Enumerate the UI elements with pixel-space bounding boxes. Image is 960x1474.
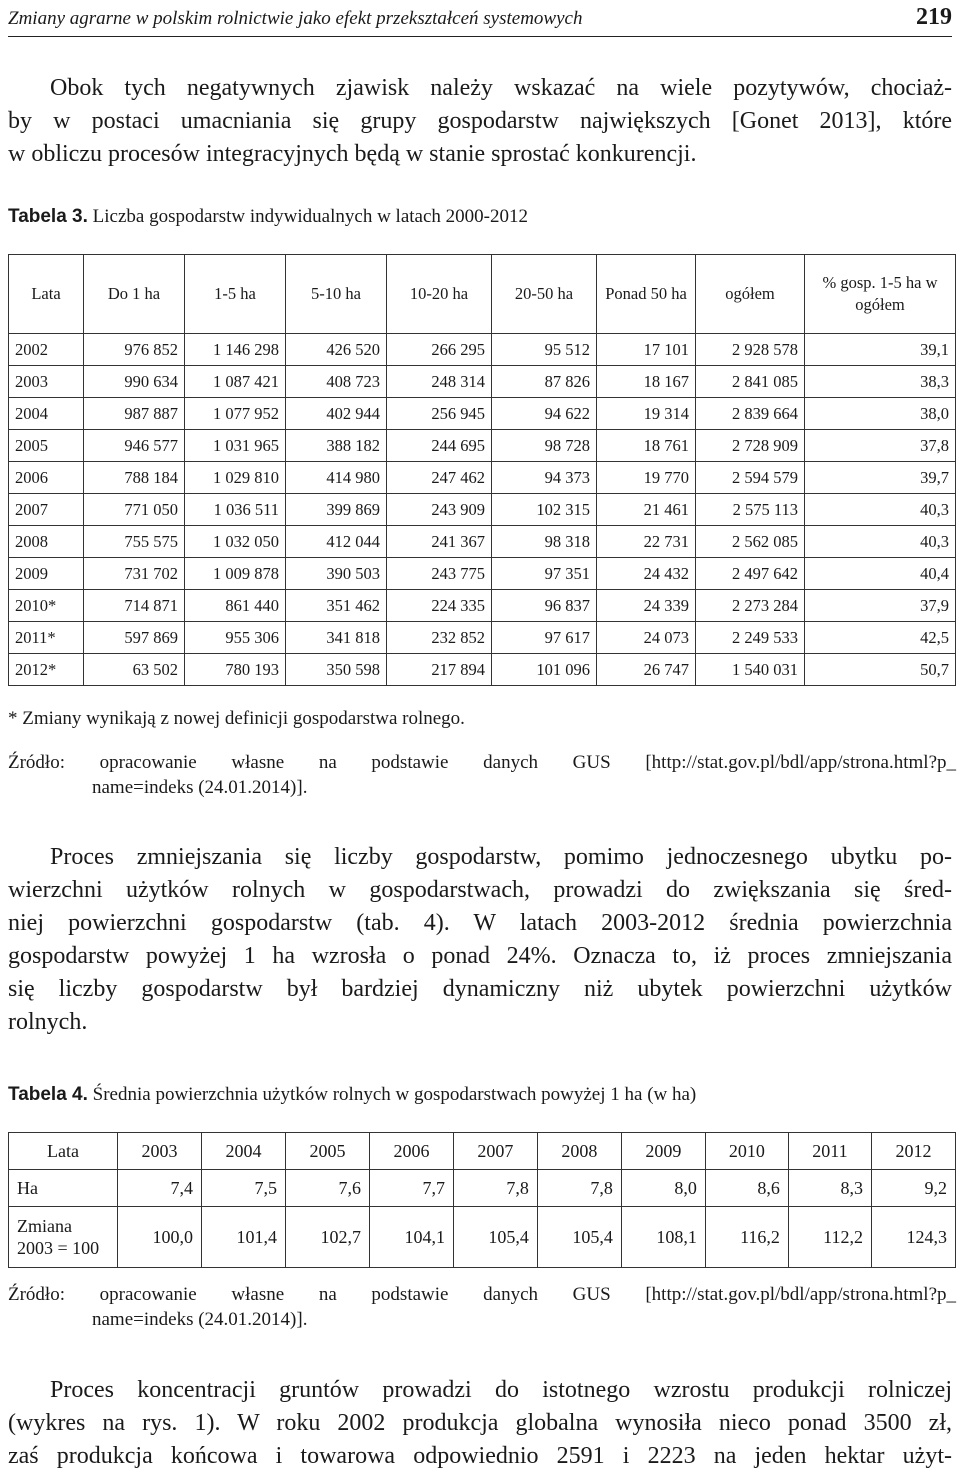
- table-cell: 2 497 642: [696, 558, 805, 590]
- paragraph-line: niej powierzchni gospodarstw (tab. 4). W latach 2003-2012 średnia powierzchnia: [8, 910, 952, 936]
- table4-label: Tabela 4.: [8, 1084, 88, 1105]
- table-cell: 40,3: [805, 526, 956, 558]
- table4-header-cell: Lata: [9, 1133, 118, 1170]
- paragraph-line: rolnych.: [8, 1009, 88, 1035]
- paragraph-line: (wykres na rys. 1). W roku 2002 produkcja globalna wynosiła nieco ponad 3500 zł,: [8, 1410, 952, 1436]
- table-row: [9, 494, 956, 526]
- table-cell: 1 077 952: [185, 398, 286, 430]
- table-cell: 18 167: [597, 366, 696, 398]
- year-header-cell: 2004: [201, 1133, 285, 1170]
- table4-source: [8, 1282, 956, 1332]
- table-cell: 42,5: [805, 622, 956, 654]
- row-label-line: 2003 = 100: [17, 1238, 100, 1258]
- table-cell: 788 184: [84, 462, 185, 494]
- table3-header-cell: 10-20 ha: [387, 255, 492, 334]
- table-cell: 101,4: [201, 1207, 285, 1268]
- table-cell: 1 087 421: [185, 366, 286, 398]
- table-cell: 116,2: [705, 1207, 788, 1268]
- table-cell: 390 503: [286, 558, 387, 590]
- table3-header-row: [9, 255, 956, 334]
- table4-caption: [8, 1084, 696, 1106]
- table-row: [9, 398, 956, 430]
- table-cell: 771 050: [84, 494, 185, 526]
- table3-caption-text: Liczba gospodarstw indywidualnych w latach 2000-2012: [87, 206, 528, 227]
- year-header-cell: 2009: [621, 1133, 705, 1170]
- table-cell: 1 029 810: [185, 462, 286, 494]
- table4-row-ha: [9, 1170, 956, 1207]
- year-header-cell: 2003: [118, 1133, 202, 1170]
- table-cell: 39,1: [805, 334, 956, 366]
- table-cell: 37,9: [805, 590, 956, 622]
- table-cell: 2 839 664: [696, 398, 805, 430]
- year-header-cell: 2011: [788, 1133, 871, 1170]
- table-cell: 7,8: [537, 1170, 621, 1207]
- table-cell: 2 594 579: [696, 462, 805, 494]
- table-cell: 256 945: [387, 398, 492, 430]
- table4: [8, 1132, 956, 1268]
- table-cell: 2 562 085: [696, 526, 805, 558]
- table-cell: 24 073: [597, 622, 696, 654]
- running-header: [8, 4, 952, 37]
- table3-header-cell: Ponad 50 ha: [597, 255, 696, 334]
- table3-header-cell: ogółem: [696, 255, 805, 334]
- table-cell: 21 461: [597, 494, 696, 526]
- table3: [8, 254, 956, 686]
- source-line: Źródło: opracowanie własne na podstawie danych GUS [http://stat.gov.pl/bdl/app/strona.html?p_: [8, 1284, 956, 1305]
- table-cell: 861 440: [185, 590, 286, 622]
- table-cell: 98 728: [492, 430, 597, 462]
- table-cell: 266 295: [387, 334, 492, 366]
- table3-footnote: * Zmiany wynikają z nowej definicji gospodarstwa rolnego.: [8, 708, 465, 729]
- table-cell: 98 318: [492, 526, 597, 558]
- table-cell: 39,7: [805, 462, 956, 494]
- table-cell: 2 575 113: [696, 494, 805, 526]
- table-cell: 224 335: [387, 590, 492, 622]
- table-cell: 40,3: [805, 494, 956, 526]
- table-cell: 24 339: [597, 590, 696, 622]
- table-cell: 241 367: [387, 526, 492, 558]
- table-cell: 1 036 511: [185, 494, 286, 526]
- table-cell: 243 775: [387, 558, 492, 590]
- table4-header-row: [9, 1133, 956, 1170]
- table-cell: 8,6: [705, 1170, 788, 1207]
- table4-row-label: Ha: [9, 1170, 118, 1207]
- table-cell: 714 871: [84, 590, 185, 622]
- table-cell: 37,8: [805, 430, 956, 462]
- table-cell: 17 101: [597, 334, 696, 366]
- table3-header-cell: 5-10 ha: [286, 255, 387, 334]
- table-cell: 408 723: [286, 366, 387, 398]
- table-cell: 38,0: [805, 398, 956, 430]
- page-number: 219: [916, 4, 952, 30]
- table-cell: 780 193: [185, 654, 286, 686]
- table-cell: 350 598: [286, 654, 387, 686]
- paragraph-line: gospodarstw powyżej 1 ha wzrosła o ponad 24%. Oznacza to, iż proces zmniejszania: [8, 943, 952, 969]
- table-row: [9, 462, 956, 494]
- year-cell: 2006: [9, 462, 84, 494]
- table-cell: 402 944: [286, 398, 387, 430]
- table-cell: 341 818: [286, 622, 387, 654]
- source-line: name=indeks (24.01.2014)].: [92, 777, 308, 798]
- paragraph-line: zaś produkcja końcowa i towarowa odpowiednio 2591 i 2223 na jeden hektar użyt-: [8, 1443, 952, 1469]
- table-cell: 597 869: [84, 622, 185, 654]
- table-cell: 388 182: [286, 430, 387, 462]
- table-row: [9, 622, 956, 654]
- table-cell: 987 887: [84, 398, 185, 430]
- table4-row-label: [9, 1207, 118, 1268]
- table-cell: 97 351: [492, 558, 597, 590]
- table-row: [9, 558, 956, 590]
- year-cell: 2005: [9, 430, 84, 462]
- table-cell: 7,4: [118, 1170, 202, 1207]
- table-cell: 87 826: [492, 366, 597, 398]
- table-cell: 217 894: [387, 654, 492, 686]
- table-cell: 755 575: [84, 526, 185, 558]
- table-row: [9, 334, 956, 366]
- table-cell: 7,7: [369, 1170, 453, 1207]
- table-cell: 50,7: [805, 654, 956, 686]
- table-row: [9, 654, 956, 686]
- paragraph-intro: [8, 72, 952, 171]
- table-cell: 414 980: [286, 462, 387, 494]
- year-cell: 2004: [9, 398, 84, 430]
- table-cell: 2 273 284: [696, 590, 805, 622]
- table-cell: 232 852: [387, 622, 492, 654]
- table-cell: 2 728 909: [696, 430, 805, 462]
- table-cell: 94 373: [492, 462, 597, 494]
- table-cell: 94 622: [492, 398, 597, 430]
- table-cell: 351 462: [286, 590, 387, 622]
- table-cell: 731 702: [84, 558, 185, 590]
- table-cell: 946 577: [84, 430, 185, 462]
- table-cell: 990 634: [84, 366, 185, 398]
- year-cell: 2012*: [9, 654, 84, 686]
- table-cell: 1 031 965: [185, 430, 286, 462]
- table3-header-cell: 20-50 ha: [492, 255, 597, 334]
- paragraph-closing: [8, 1374, 952, 1473]
- table-cell: 102,7: [285, 1207, 369, 1268]
- table-cell: 105,4: [537, 1207, 621, 1268]
- table-cell: 97 617: [492, 622, 597, 654]
- table-cell: 1 009 878: [185, 558, 286, 590]
- table-row: [9, 366, 956, 398]
- table3-caption: [8, 206, 528, 228]
- table-cell: 38,3: [805, 366, 956, 398]
- table-row: [9, 526, 956, 558]
- table-cell: 1 146 298: [185, 334, 286, 366]
- paragraph-line: Obok tych negatywnych zjawisk należy wskazać na wiele pozytywów, chociaż-: [50, 75, 952, 101]
- year-header-cell: 2006: [369, 1133, 453, 1170]
- table-cell: 1 540 031: [696, 654, 805, 686]
- table-cell: 96 837: [492, 590, 597, 622]
- running-title: Zmiany agrarne w polskim rolnictwie jako efekt przekształceń systemowych: [8, 8, 583, 29]
- table-cell: 7,5: [201, 1170, 285, 1207]
- table-cell: 8,3: [788, 1170, 871, 1207]
- paragraph-line: Proces koncentracji gruntów prowadzi do istotnego wzrostu produkcji rolniczej: [50, 1377, 952, 1403]
- table3-header-cell: Do 1 ha: [84, 255, 185, 334]
- table-cell: 2 928 578: [696, 334, 805, 366]
- paragraph-middle: [8, 841, 952, 1039]
- table-cell: 100,0: [118, 1207, 202, 1268]
- paragraph-line: w obliczu procesów integracyjnych będą w stanie sprostać konkurencji.: [8, 141, 697, 167]
- paragraph-line: by w postaci umacniania się grupy gospodarstw największych [Gonet 2013], które: [8, 108, 952, 134]
- table-cell: 7,8: [453, 1170, 537, 1207]
- table3-header-cell: 1-5 ha: [185, 255, 286, 334]
- year-cell: 2009: [9, 558, 84, 590]
- table-row: [9, 590, 956, 622]
- table3-source: [8, 750, 956, 800]
- table-cell: 40,4: [805, 558, 956, 590]
- table-cell: 104,1: [369, 1207, 453, 1268]
- table-cell: 426 520: [286, 334, 387, 366]
- year-cell: 2002: [9, 334, 84, 366]
- table-cell: 63 502: [84, 654, 185, 686]
- table-cell: 112,2: [788, 1207, 871, 1268]
- year-cell: 2003: [9, 366, 84, 398]
- paragraph-line: Proces zmniejszania się liczby gospodarstw, pomimo jednoczesnego ubytku po-: [50, 844, 952, 870]
- source-line: Źródło: opracowanie własne na podstawie danych GUS [http://stat.gov.pl/bdl/app/strona.html?p_: [8, 752, 956, 773]
- table-cell: 247 462: [387, 462, 492, 494]
- table-cell: 976 852: [84, 334, 185, 366]
- year-header-cell: 2005: [285, 1133, 369, 1170]
- table-cell: 24 432: [597, 558, 696, 590]
- table-cell: 95 512: [492, 334, 597, 366]
- table-cell: 101 096: [492, 654, 597, 686]
- year-header-cell: 2010: [705, 1133, 788, 1170]
- table-cell: 7,6: [285, 1170, 369, 1207]
- paragraph-line: się liczby gospodarstw był bardziej dynamiczny niż ubytek powierzchni użytków: [8, 976, 952, 1002]
- year-cell: 2008: [9, 526, 84, 558]
- row-label-line: Zmiana: [17, 1216, 72, 1236]
- table-cell: 1 032 050: [185, 526, 286, 558]
- table-cell: 105,4: [453, 1207, 537, 1268]
- table3-body: [9, 334, 956, 686]
- table-cell: 22 731: [597, 526, 696, 558]
- table3-header-cell: Lata: [9, 255, 84, 334]
- table-cell: 9,2: [871, 1170, 955, 1207]
- table-cell: 243 909: [387, 494, 492, 526]
- table-cell: 19 770: [597, 462, 696, 494]
- table4-caption-text: Średnia powierzchnia użytków rolnych w gospodarstwach powyżej 1 ha (w ha): [87, 1084, 697, 1105]
- table-cell: 955 306: [185, 622, 286, 654]
- table-cell: 19 314: [597, 398, 696, 430]
- table-cell: 124,3: [871, 1207, 955, 1268]
- year-header-cell: 2008: [537, 1133, 621, 1170]
- table-cell: 102 315: [492, 494, 597, 526]
- table4-row-change: [9, 1207, 956, 1268]
- table3-header-cell: % gosp. 1-5 ha w ogółem: [805, 255, 956, 334]
- year-cell: 2010*: [9, 590, 84, 622]
- table-cell: 244 695: [387, 430, 492, 462]
- table-cell: 2 841 085: [696, 366, 805, 398]
- year-header-cell: 2007: [453, 1133, 537, 1170]
- paragraph-line: wierzchni użytków rolnych w gospodarstwach, prowadzi do zwiększania się śred-: [8, 877, 952, 903]
- table-cell: 399 869: [286, 494, 387, 526]
- table-cell: 18 761: [597, 430, 696, 462]
- year-cell: 2007: [9, 494, 84, 526]
- table-row: [9, 430, 956, 462]
- table-cell: 248 314: [387, 366, 492, 398]
- table-cell: 412 044: [286, 526, 387, 558]
- table-cell: 26 747: [597, 654, 696, 686]
- year-cell: 2011*: [9, 622, 84, 654]
- table-cell: 8,0: [621, 1170, 705, 1207]
- source-line: name=indeks (24.01.2014)].: [92, 1309, 308, 1330]
- table3-label: Tabela 3.: [8, 206, 88, 227]
- table-cell: 108,1: [621, 1207, 705, 1268]
- table-cell: 2 249 533: [696, 622, 805, 654]
- year-header-cell: 2012: [871, 1133, 955, 1170]
